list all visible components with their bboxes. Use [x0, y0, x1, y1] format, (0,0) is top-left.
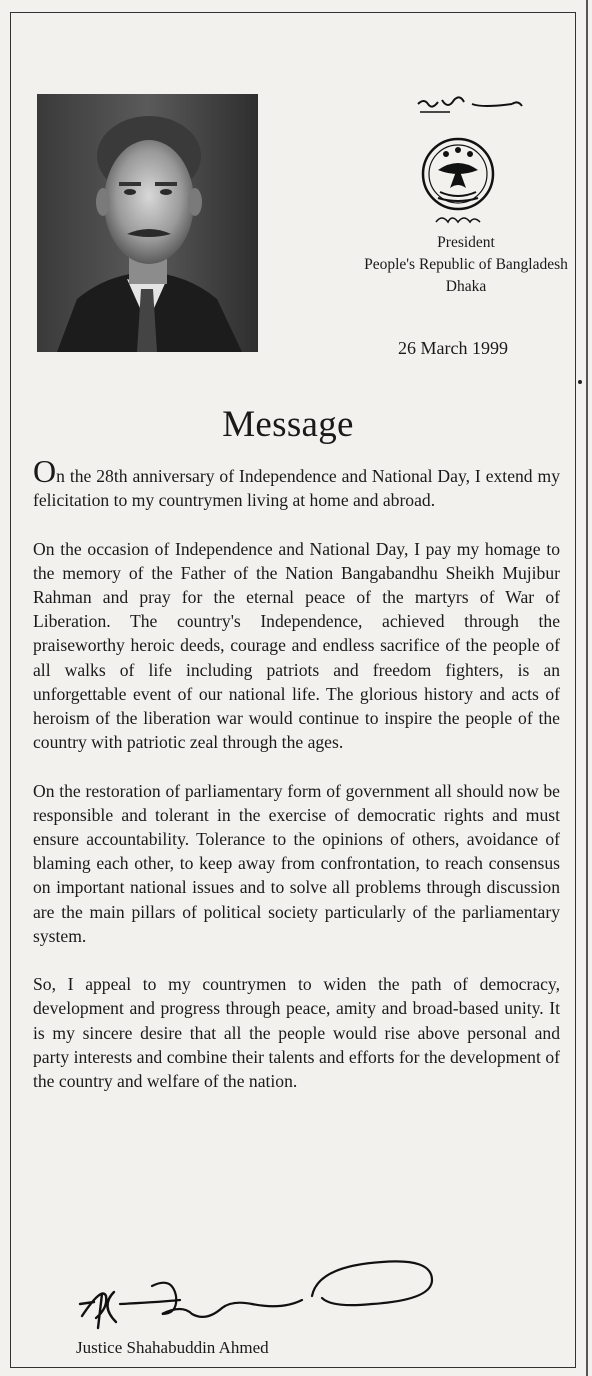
- portrait-photo: [37, 94, 258, 352]
- message-body: [33, 453, 560, 1117]
- paragraph-1-text: n the 28th anniversary of Independence and National Day, I extend my felicitation to my countrymen living at home and abroad.: [33, 466, 560, 511]
- message-title: Message: [222, 404, 354, 445]
- paragraph-1: [33, 453, 560, 512]
- print-speck: [578, 380, 582, 384]
- office-line-country: People's Republic of Bangladesh: [364, 256, 568, 273]
- handwritten-signature: [72, 1256, 442, 1336]
- paragraph-4: So, I appeal to my countrymen to widen the path of democracy, development and progress through peace, amity and broad-based unity. It is my sincere desire that all the people would rise above personal and party interests and combine their talents and efforts for the development of the country and welfare of the nation.: [33, 974, 560, 1092]
- office-line-city: Dhaka: [445, 278, 487, 295]
- paragraph-2: On the occasion of Independence and National Day, I pay my homage to the memory of the Father of the Nation Bangabandhu Sheikh Mujibur Rahman and pray for the eternal peace of the martyrs of War of Liberation. The country's Independence, achieved through the praiseworthy heroic deeds, courage and endless sacrifice of the people of all walks of life including patriots and freedom fighters, is an unforgettable event of our national life. The glorious history and acts of heroism of the liberation war would continue to inspire the people of the country with patriotic zeal through the ages.: [33, 538, 560, 753]
- dropcap-letter: O: [33, 453, 57, 489]
- message-date: 26 March 1999: [398, 338, 508, 358]
- paragraph-3: On the restoration of parliamentary form of government all should now be responsible and tolerant in the exercise of democratic rights and must ensure accountability. Tolerance to the opinions of others, avoidance of blaming each other, to keep away from confrontation, to reach consensus on important national issues and to solve all problems through discussion are the main pillars of political society particularly of the parliamentary system.: [33, 780, 560, 946]
- office-block: [356, 232, 576, 298]
- signer-name: Justice Shahabuddin Ahmed: [76, 1338, 269, 1357]
- handwritten-mark: [412, 92, 532, 120]
- page-edge-rule: [586, 0, 588, 1376]
- state-emblem-seal-icon: [420, 136, 496, 228]
- office-line-title: President: [437, 234, 495, 251]
